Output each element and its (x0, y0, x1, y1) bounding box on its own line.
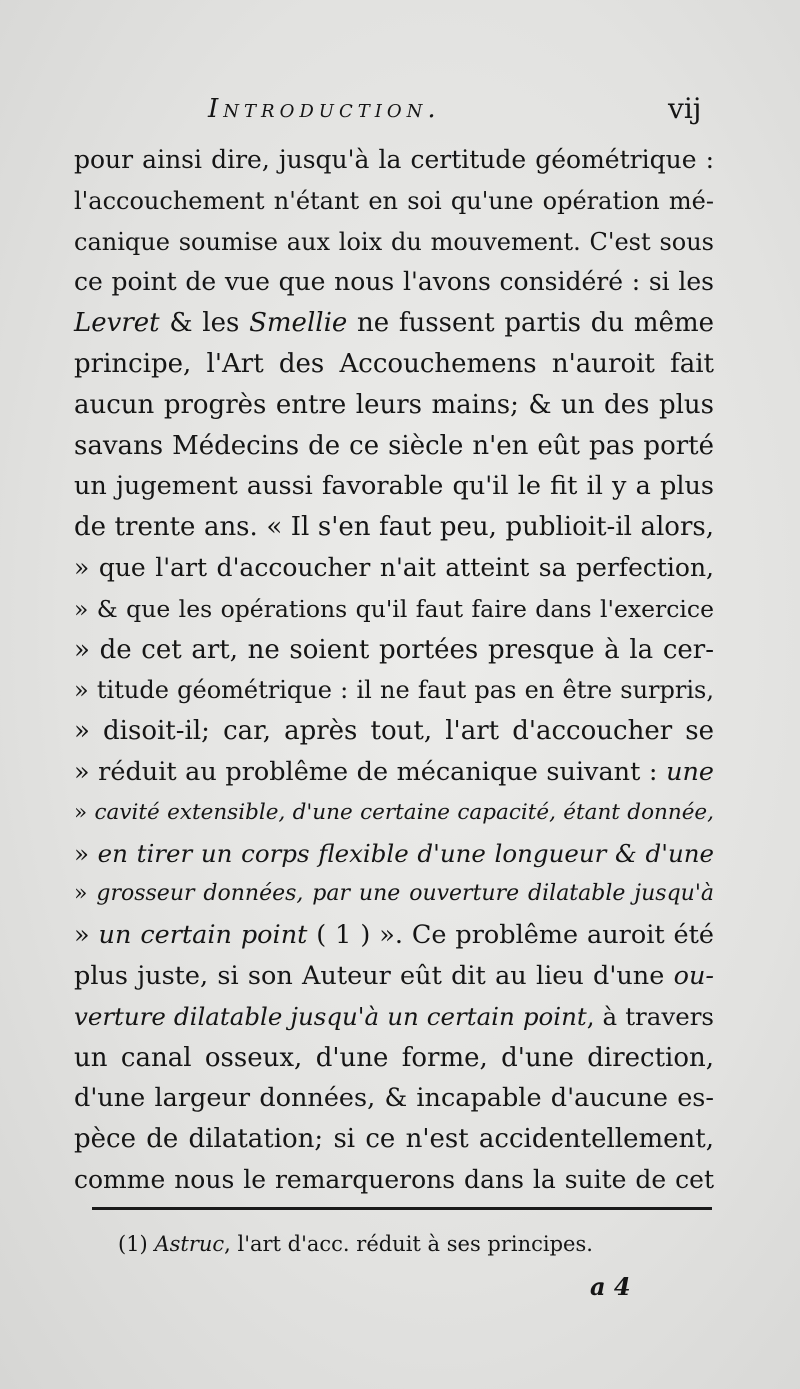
text-segment: plus juste, si son Auteur eût dit au lieu d'une (74, 960, 674, 991)
text-segment: de trente ans. « Il s'en faut peu, publioit-il alors, (74, 512, 714, 543)
footnote-text: , l'art d'acc. réduit à ses principes. (224, 1232, 593, 1256)
text-segment: » & que les opérations qu'il faut faire dans l'exercice (74, 594, 714, 623)
text-segment: » (74, 799, 95, 825)
text-segment: ne fussent partis du même (347, 308, 715, 339)
text-segment: canique soumise aux loix du mouvement. C'est sous (74, 227, 714, 256)
text-segment: , à travers (586, 1001, 714, 1031)
text-line (74, 344, 714, 385)
italic-segment: Levret (74, 308, 160, 339)
body-text (74, 140, 714, 1201)
text-line (74, 466, 714, 507)
italic-segment: ou- (673, 960, 714, 991)
text-line (74, 1038, 714, 1079)
text-segment: » que l'art d'accoucher n'ait atteint sa perfection, (74, 552, 714, 582)
text-line (74, 630, 714, 671)
text-segment: ce point de vue que nous l'avons considéré : si les (74, 267, 714, 297)
text-line (74, 426, 714, 467)
text-line (74, 262, 714, 303)
text-line (74, 711, 714, 752)
text-segment: pour ainsi dire, jusqu'à la certitude géométrique : (74, 145, 714, 174)
text-line (74, 181, 714, 222)
text-line (74, 915, 714, 956)
text-line (74, 303, 714, 344)
page-number: vij (668, 92, 702, 125)
text-line (74, 548, 714, 589)
text-segment: savans Médecins de ce siècle n'en eût pas porté (74, 430, 714, 461)
text-segment: pèce de dilatation; si ce n'est accidentellement, (74, 1124, 714, 1155)
italic-segment: en tirer un corps flexible d'une longueur & d'une (97, 838, 714, 868)
text-segment: & les (159, 308, 250, 339)
footnote (118, 1232, 593, 1256)
running-title: Introduction. (208, 94, 441, 124)
text-line (74, 752, 714, 793)
text-segment: » disoit-il; car, après tout, l'art d'accoucher se (74, 716, 714, 747)
text-segment: comme nous le remarquerons dans la suite de cet (74, 1164, 714, 1194)
italic-segment: cavité extensible, d'une certaine capacité, étant donnée, (94, 799, 714, 825)
text-line (74, 670, 714, 711)
text-segment: » (74, 881, 97, 907)
page-header (0, 90, 800, 134)
text-segment: » titude géométrique : il ne faut pas en être surpris, (74, 676, 714, 705)
text-segment: » de cet art, ne soient portées presque à la cer- (74, 634, 714, 665)
text-segment: ( 1 ) ». Ce problême auroit été (307, 920, 714, 951)
text-line (74, 1160, 714, 1201)
text-line (74, 834, 714, 875)
text-line (74, 1078, 714, 1119)
text-segment: » réduit au problême de mécanique suivant : (74, 756, 667, 787)
text-line (74, 589, 714, 630)
signature-mark: a 4 (590, 1272, 631, 1301)
italic-segment: un certain point (98, 920, 308, 951)
text-line (74, 874, 714, 915)
text-segment: un canal osseux, d'une forme, d'une direction, (74, 1042, 714, 1073)
text-segment: » (74, 920, 99, 951)
footnote-rule (92, 1207, 712, 1210)
text-line (74, 222, 714, 263)
text-segment: » (74, 838, 98, 868)
text-line (74, 507, 714, 548)
text-line (74, 385, 714, 426)
italic-segment: verture dilatable jusqu'à un certain point (74, 1001, 587, 1031)
text-line (74, 793, 714, 834)
text-segment: un jugement aussi favorable qu'il le fit il y a plus (74, 471, 714, 502)
text-line (74, 1119, 714, 1160)
text-line (74, 140, 714, 181)
footnote-marker: (1) (118, 1232, 148, 1256)
text-line (74, 997, 714, 1038)
italic-segment: Smellie (249, 308, 348, 339)
text-segment: aucun progrès entre leurs mains; & un des plus (74, 389, 714, 420)
italic-segment: grosseur données, par une ouverture dilatable jusqu'à (96, 881, 715, 907)
text-segment: l'accouchement n'étant en soi qu'une opération mé- (74, 186, 714, 215)
text-line (74, 956, 714, 997)
italic-segment: une (666, 756, 714, 787)
text-segment: principe, l'Art des Accouchemens n'auroit fait (74, 348, 714, 379)
footnote-author: Astruc (154, 1232, 225, 1256)
text-segment: d'une largeur données, & incapable d'aucune es- (74, 1083, 714, 1114)
